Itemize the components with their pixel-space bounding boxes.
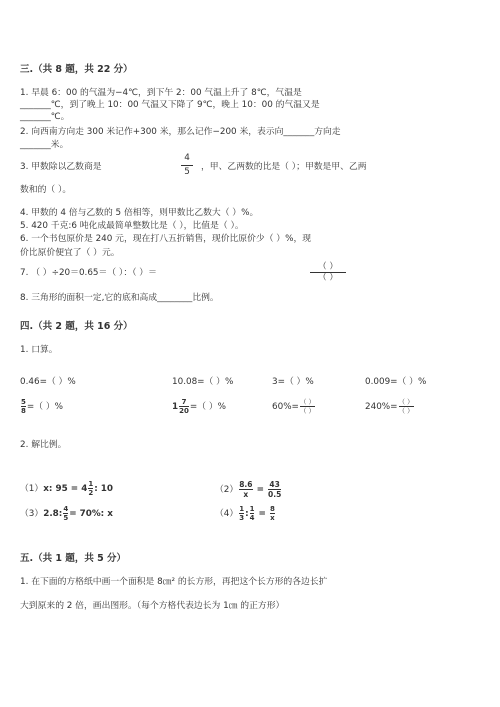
q3-6-line1: 6. 一个书包原价是 240 元，现在打八五折销售，现价比原价少（ ）%，现 <box>20 234 312 244</box>
q3-3-line2: 数和的（ ）。 <box>20 185 72 195</box>
calc-r2-c4: 240%=（ ） （ ） <box>365 398 414 415</box>
equation-1: （1）x: $95 = 4\frac{1}{2}$: 10 <box>20 480 114 497</box>
q3-3-fraction <box>181 153 193 178</box>
equation-3: $(3)2.8:\frac{4}{5}= 70\%$: x <box>20 505 113 522</box>
calc-r1-c2: 10.08=（ ）% <box>172 377 234 387</box>
section-4-title: 四.（共 2 题，共 16 分） <box>20 321 133 332</box>
calc-r1-c4: 0.009=（ ）% <box>365 377 427 387</box>
q3-2-line2: _______米。 <box>20 140 69 150</box>
q3-7-fraction <box>310 262 346 283</box>
q5-1-line1: 1. 在下面的方格纸中画一个面积是 8㎝² 的长方形，再把这个长方形的各边长扩 <box>20 577 328 587</box>
q3-4: 4. 甲数的 4 倍与乙数的 5 倍相等，则甲数比乙数大（ ）%。 <box>20 208 259 218</box>
q3-3-denominator: 5 <box>184 167 190 177</box>
q3-1-line1: 1. 早晨 6：00 的气温为−4℃，到下午 2：00 气温上升了 8℃，气温是 <box>20 88 302 98</box>
calc-r1-c1: 0.46=（ ）% <box>20 377 76 387</box>
calc-r2-c2: $1\frac{7}{20}=$（ ）% <box>172 398 226 415</box>
q4-2-title: 2. 解比例。 <box>20 440 67 450</box>
q3-7: 7. （ ）÷20＝0.65＝（ ）：（ ）＝ <box>20 268 157 278</box>
equation-4: $(4)\frac{1}{3}:\frac{1}{4} = \frac{8}{x}$ <box>215 505 275 522</box>
equation-2: $(2)\frac{8.6}{x} = \frac{43}{0.5}$ <box>215 480 282 499</box>
q3-8: 8. 三角形的面积一定,它的底和高成________比例。 <box>20 293 219 303</box>
calc-r2-c3: 60%=（ ） （ ） <box>272 398 316 415</box>
q4-1-title: 1. 口算。 <box>20 345 58 355</box>
section-3-title: 三.（共 8 题，共 22 分） <box>20 64 133 75</box>
q3-3-numerator: 4 <box>184 153 190 163</box>
q3-3-prefix: 3. 甲数除以乙数商是 <box>20 162 102 172</box>
calc-r2-c1: $\frac{5}{8}=$（ ）% <box>21 398 63 415</box>
q3-5: 5. 420 千克:6 吨化成最简单整数比是（ ），比值是（ ）。 <box>20 221 244 231</box>
q3-1-line2: _______℃，到了晚上 10：00 气温又下降了 9℃，晚上 10：00 的气温又是 <box>20 100 320 110</box>
calc-r1-c3: 3=（ ）% <box>272 377 314 387</box>
q5-1-line2: 大到原来的 2 倍，画出图形。（每个方格代表边长为 1㎝ 的正方形） <box>20 601 285 611</box>
q3-1-line3: _______℃。 <box>20 112 70 122</box>
q3-2-line1: 2. 向西南方向走 300 米记作+300 米，那么记作−200 米，表示向_______方向走 <box>20 127 341 137</box>
section-5-title: 五.（共 1 题，共 5 分） <box>20 553 127 564</box>
q3-7-denominator: （ ） <box>318 273 338 283</box>
q3-6-line2: 价比原价便宜了（ ）元。 <box>20 248 120 258</box>
q3-7-numerator: （ ） <box>318 262 338 272</box>
q3-3-suffix: ，甲、乙两数的比是（ ）；甲数是甲、乙两 <box>201 162 367 172</box>
